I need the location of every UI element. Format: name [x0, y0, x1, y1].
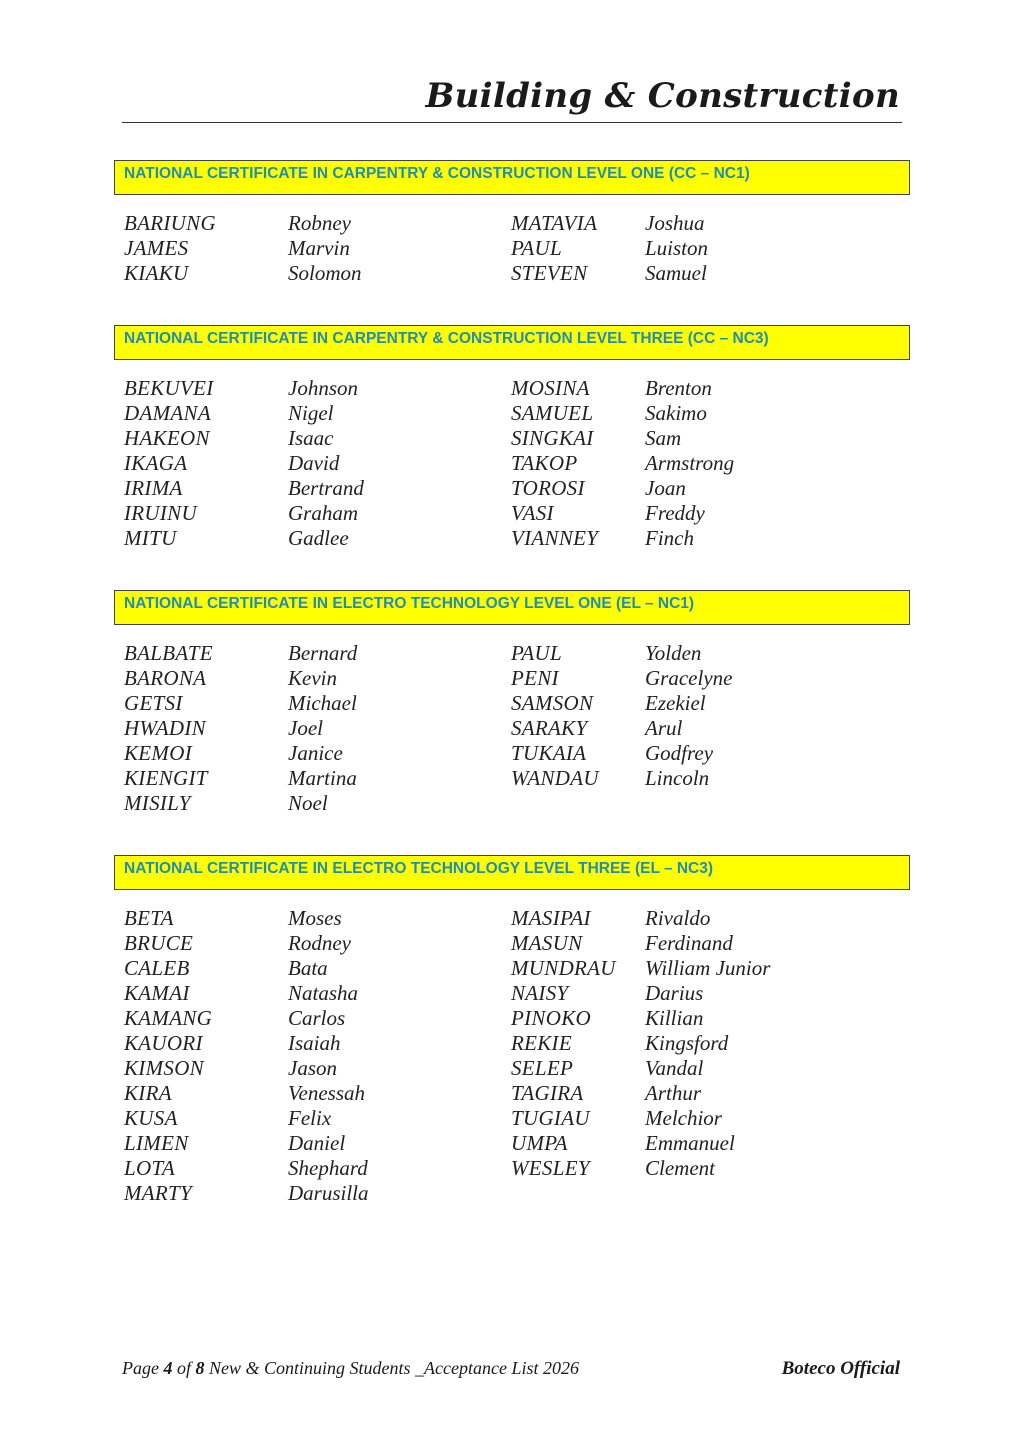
student-given-name: Kevin — [288, 666, 337, 690]
student-row — [124, 791, 357, 816]
student-list — [114, 376, 910, 551]
student-row — [124, 211, 362, 236]
student-row — [124, 1131, 369, 1156]
student-row — [511, 236, 708, 261]
student-given-name: Melchior — [645, 1106, 722, 1130]
student-surname: REKIE — [511, 1031, 572, 1055]
section-heading: NATIONAL CERTIFICATE IN ELECTRO TECHNOLOGY LEVEL ONE (EL – NC1) — [114, 590, 910, 625]
certificate-section — [114, 160, 910, 286]
student-row — [124, 1181, 369, 1206]
student-given-name: Johnson — [288, 376, 358, 400]
footer-organization: Boteco Official — [781, 1358, 900, 1379]
student-surname: MARTY — [124, 1181, 193, 1205]
student-surname: TOROSI — [511, 476, 585, 500]
student-row — [511, 1106, 770, 1131]
student-row — [511, 691, 732, 716]
student-given-name: Bernard — [288, 641, 358, 665]
student-row — [511, 451, 734, 476]
student-given-name: Vandal — [645, 1056, 704, 1080]
student-surname: VIANNEY — [511, 526, 599, 550]
student-surname: TUKAIA — [511, 741, 587, 765]
student-column-right — [511, 906, 770, 1181]
certificate-section — [114, 325, 910, 551]
student-given-name: Moses — [288, 906, 342, 930]
student-column-left — [124, 211, 362, 286]
student-row — [124, 981, 369, 1006]
student-list — [114, 211, 910, 286]
student-row — [124, 1156, 369, 1181]
student-row — [511, 1056, 770, 1081]
student-column-left — [124, 906, 369, 1206]
student-surname: SARAKY — [511, 716, 588, 740]
student-surname: PENI — [511, 666, 559, 690]
student-given-name: Kingsford — [645, 1031, 729, 1055]
student-surname: UMPA — [511, 1131, 568, 1155]
student-row — [511, 716, 732, 741]
student-given-name: Marvin — [288, 236, 350, 260]
student-given-name: Michael — [288, 691, 357, 715]
student-given-name: Isaac — [288, 426, 334, 450]
student-given-name: Bertrand — [288, 476, 364, 500]
student-given-name: Rivaldo — [645, 906, 711, 930]
student-surname: KIMSON — [124, 1056, 204, 1080]
student-given-name: Armstrong — [645, 451, 735, 475]
student-row — [511, 401, 734, 426]
student-column-left — [124, 641, 357, 816]
student-surname: TUGIAU — [511, 1106, 590, 1130]
student-surname: WANDAU — [511, 766, 599, 790]
student-given-name: William Junior — [645, 956, 771, 980]
student-given-name: Ferdinand — [645, 931, 733, 955]
student-given-name: Godfrey — [645, 741, 714, 765]
student-list — [114, 906, 910, 1206]
student-column-left — [124, 376, 364, 551]
student-row — [124, 641, 357, 666]
student-surname: BETA — [124, 906, 174, 930]
student-given-name: Gracelyne — [645, 666, 733, 690]
student-row — [124, 741, 357, 766]
student-surname: IKAGA — [124, 451, 188, 475]
student-surname: KIRA — [124, 1081, 172, 1105]
student-given-name: Joshua — [645, 211, 705, 235]
student-row — [124, 691, 357, 716]
student-row — [124, 766, 357, 791]
student-row — [124, 956, 369, 981]
student-row — [511, 641, 732, 666]
student-given-name: Bata — [288, 956, 328, 980]
student-column-right — [511, 211, 708, 286]
student-row — [511, 906, 770, 931]
student-row — [511, 501, 734, 526]
student-row — [511, 666, 732, 691]
student-given-name: Darius — [645, 981, 704, 1005]
student-row — [511, 956, 770, 981]
footer-page-of: of — [172, 1358, 196, 1378]
student-given-name: Darusilla — [288, 1181, 369, 1205]
student-given-name: Shephard — [288, 1156, 368, 1180]
student-surname: SAMUEL — [511, 401, 594, 425]
student-surname: KAMAI — [124, 981, 190, 1005]
student-surname: IRIMA — [124, 476, 183, 500]
student-column-right — [511, 376, 734, 551]
student-row — [511, 1031, 770, 1056]
student-surname: MITU — [124, 526, 177, 550]
student-given-name: Arthur — [645, 1081, 702, 1105]
student-given-name: Lincoln — [645, 766, 710, 790]
student-surname: MUNDRAU — [511, 956, 616, 980]
student-surname: MISILY — [124, 791, 191, 815]
student-given-name: Solomon — [288, 261, 362, 285]
student-row — [124, 1081, 369, 1106]
student-row — [511, 1156, 770, 1181]
student-given-name: Sakimo — [645, 401, 707, 425]
page-title: Building & Construction — [425, 76, 900, 116]
student-surname: BARONA — [124, 666, 207, 690]
student-surname: SINGKAI — [511, 426, 594, 450]
student-given-name: Nigel — [288, 401, 334, 425]
student-given-name: Carlos — [288, 1006, 346, 1030]
student-surname: STEVEN — [511, 261, 588, 285]
student-row — [124, 1106, 369, 1131]
student-row — [124, 476, 364, 501]
student-given-name: Joan — [645, 476, 686, 500]
student-row — [511, 476, 734, 501]
certificate-section — [114, 590, 910, 816]
student-given-name: Isaiah — [288, 1031, 341, 1055]
student-surname: MASIPAI — [511, 906, 591, 930]
student-given-name: Gadlee — [288, 526, 349, 550]
student-given-name: Arul — [645, 716, 683, 740]
student-given-name: Graham — [288, 501, 359, 525]
student-column-right — [511, 641, 732, 791]
student-surname: KIENGIT — [124, 766, 208, 790]
student-given-name: Daniel — [288, 1131, 346, 1155]
student-surname: VASI — [511, 501, 554, 525]
student-surname: TAGIRA — [511, 1081, 584, 1105]
student-surname: DAMANA — [124, 401, 211, 425]
student-surname: SELEP — [511, 1056, 574, 1080]
student-row — [511, 931, 770, 956]
student-row — [511, 981, 770, 1006]
student-surname: PINOKO — [511, 1006, 591, 1030]
student-surname: KUSA — [124, 1106, 178, 1130]
student-given-name: Ezekiel — [645, 691, 706, 715]
student-surname: JAMES — [124, 236, 189, 260]
student-row — [511, 526, 734, 551]
student-row — [124, 451, 364, 476]
student-surname: KIAKU — [124, 261, 189, 285]
student-row — [511, 741, 732, 766]
student-surname: WESLEY — [511, 1156, 590, 1180]
student-row — [124, 931, 369, 956]
student-surname: MOSINA — [511, 376, 590, 400]
student-surname: BALBATE — [124, 641, 213, 665]
student-given-name: Janice — [288, 741, 343, 765]
student-row — [124, 1006, 369, 1031]
student-given-name: Venessah — [288, 1081, 365, 1105]
student-row — [124, 906, 369, 931]
student-surname: CALEB — [124, 956, 190, 980]
section-heading: NATIONAL CERTIFICATE IN CARPENTRY & CONSTRUCTION LEVEL THREE (CC – NC3) — [114, 325, 910, 360]
student-given-name: Emmanuel — [645, 1131, 735, 1155]
student-given-name: Rodney — [288, 931, 351, 955]
student-given-name: Noel — [288, 791, 328, 815]
student-surname: MATAVIA — [511, 211, 598, 235]
student-given-name: Felix — [288, 1106, 332, 1130]
student-given-name: Sam — [645, 426, 682, 450]
student-row — [124, 716, 357, 741]
student-row — [124, 401, 364, 426]
student-given-name: Luiston — [645, 236, 709, 260]
section-heading: NATIONAL CERTIFICATE IN ELECTRO TECHNOLOGY LEVEL THREE (EL – NC3) — [114, 855, 910, 890]
footer-page-current: 4 — [163, 1358, 173, 1378]
footer-page-prefix: Page — [122, 1358, 164, 1378]
student-given-name: Jason — [288, 1056, 337, 1080]
student-given-name: Yolden — [645, 641, 702, 665]
student-row — [511, 376, 734, 401]
student-given-name: Joel — [288, 716, 323, 740]
student-surname: NAISY — [511, 981, 569, 1005]
student-surname: GETSI — [124, 691, 183, 715]
student-surname: BARIUNG — [124, 211, 216, 235]
student-row — [124, 666, 357, 691]
footer-page-info — [122, 1358, 579, 1379]
student-surname: KEMOI — [124, 741, 192, 765]
student-given-name: Freddy — [645, 501, 705, 525]
student-given-name: Robney — [288, 211, 351, 235]
student-surname: HWADIN — [124, 716, 206, 740]
page-header — [122, 72, 902, 123]
student-row — [511, 1131, 770, 1156]
student-row — [124, 526, 364, 551]
student-given-name: Killian — [645, 1006, 704, 1030]
student-row — [511, 1081, 770, 1106]
student-row — [511, 211, 708, 236]
student-given-name: Natasha — [288, 981, 359, 1005]
student-given-name: Brenton — [645, 376, 712, 400]
student-surname: PAUL — [511, 236, 562, 260]
section-heading: NATIONAL CERTIFICATE IN CARPENTRY & CONSTRUCTION LEVEL ONE (CC – NC1) — [114, 160, 910, 195]
student-surname: LOTA — [124, 1156, 175, 1180]
student-row — [124, 376, 364, 401]
student-surname: PAUL — [511, 641, 562, 665]
student-surname: MASUN — [511, 931, 583, 955]
student-surname: IRUINU — [124, 501, 197, 525]
student-row — [124, 501, 364, 526]
student-surname: BRUCE — [124, 931, 194, 955]
student-row — [511, 766, 732, 791]
student-row — [124, 261, 362, 286]
certificate-section — [114, 855, 910, 1206]
student-surname: BEKUVEI — [124, 376, 214, 400]
student-given-name: David — [288, 451, 340, 475]
student-row — [124, 236, 362, 261]
student-list — [114, 641, 910, 816]
student-surname: TAKOP — [511, 451, 578, 475]
student-surname: HAKEON — [124, 426, 210, 450]
footer-page-total: 8 — [195, 1358, 205, 1378]
student-row — [511, 1006, 770, 1031]
student-row — [511, 261, 708, 286]
page-footer — [122, 1358, 902, 1384]
student-given-name: Martina — [288, 766, 357, 790]
student-surname: LIMEN — [124, 1131, 189, 1155]
student-surname: KAMANG — [124, 1006, 213, 1030]
student-given-name: Samuel — [645, 261, 707, 285]
student-row — [124, 426, 364, 451]
student-row — [511, 426, 734, 451]
student-given-name: Clement — [645, 1156, 715, 1180]
student-surname: SAMSON — [511, 691, 594, 715]
student-surname: KAUORI — [124, 1031, 203, 1055]
student-row — [124, 1056, 369, 1081]
student-row — [124, 1031, 369, 1056]
footer-document-title: New & Continuing Students _Acceptance List 2026 — [204, 1358, 579, 1378]
student-given-name: Finch — [645, 526, 694, 550]
